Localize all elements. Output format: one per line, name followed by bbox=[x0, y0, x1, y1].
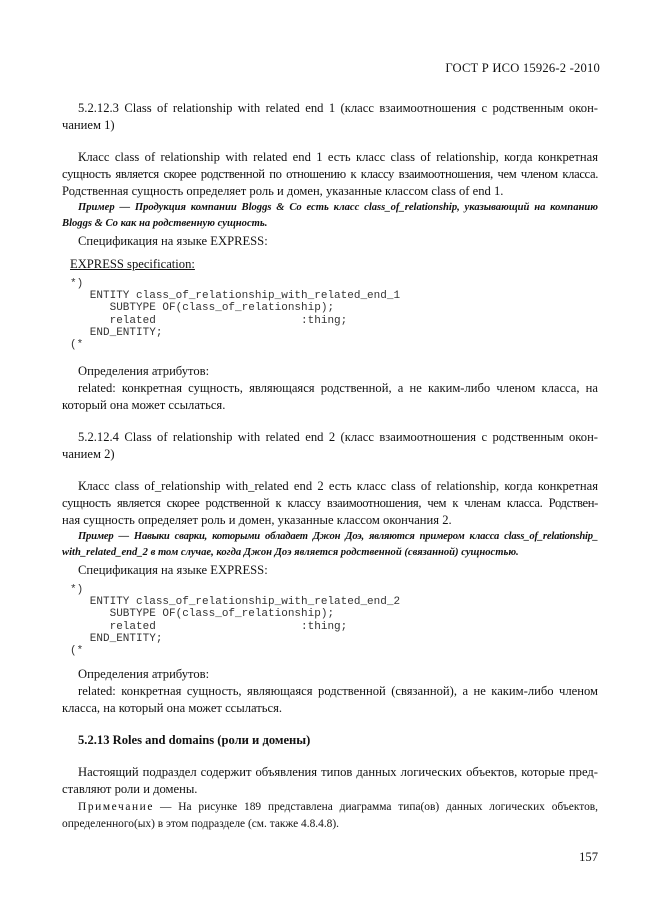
note-line bbox=[78, 799, 598, 816]
attributes-title: Определения атрибутов: bbox=[78, 667, 210, 681]
paragraph-line: Класс class of relationship with related end 1 есть класс class of relationship, когда конкретная bbox=[78, 150, 598, 164]
example-line: Bloggs & Co как на родственную сущность. bbox=[62, 218, 268, 229]
paragraph-line: сущность является скорее родственной по отношению к классу взаимоотношения, чем членом класса. bbox=[62, 167, 598, 181]
paragraph-line: сущность является скорее родственной к классу взаимоотношения, чем к членам класса. Родствен- bbox=[62, 496, 598, 510]
spec-caption: Спецификация на языке EXPRESS: bbox=[78, 563, 268, 577]
attribute-line: класса, на который она может ссылаться. bbox=[62, 701, 283, 715]
paragraph-line: ставляют роли и домены. bbox=[62, 782, 198, 796]
paragraph-line: Настоящий подраздел содержит объявления типов данных логических объектов, которые пред- bbox=[78, 765, 598, 779]
page-number: 157 bbox=[579, 850, 598, 864]
paragraph-line: ная сущность определяет роль и домен, указанные классом окончания 2. bbox=[62, 513, 452, 527]
note-text: — На рисунке 189 представлена диаграмма типа(ов) данных логических объектов, bbox=[160, 801, 598, 813]
express-code-block: *) ENTITY class_of_relationship_with_related_end_2 SUBTYPE OF(class_of_relationship); related :thing; END_ENTITY; (* bbox=[70, 584, 401, 658]
section-heading-5-2-12-4: 5.2.12.4 Class of relationship with related end 2 (класс взаимоотношения с родственным окон- bbox=[78, 430, 598, 444]
express-code-block: *) ENTITY class_of_relationship_with_related_end_1 SUBTYPE OF(class_of_relationship); related :thing; END_ENTITY; (* bbox=[70, 278, 401, 352]
standard-header: ГОСТ Р ИСО 15926-2 -2010 bbox=[445, 61, 600, 75]
section-heading-5-2-12-4-cont: чанием 2) bbox=[62, 447, 115, 461]
section-heading-5-2-12-3: 5.2.12.3 Class of relationship with related end 1 (класс взаимоотношения с родственным окон- bbox=[78, 101, 598, 115]
section-heading-5-2-12-3-cont: чанием 1) bbox=[62, 118, 115, 132]
spec-caption: Спецификация на языке EXPRESS: bbox=[78, 234, 268, 248]
paragraph-line: Класс class of_relationship with_related end 2 есть класс class of relationship, когда конкретная bbox=[78, 479, 598, 493]
example-line: Пример — Навыки сварки, которыми обладает Джон Доэ, являются примером класса class_of_relationship_ bbox=[78, 531, 598, 542]
express-spec-label: EXPRESS specification: bbox=[70, 257, 195, 271]
attributes-title: Определения атрибутов: bbox=[78, 364, 210, 378]
attribute-line: который она может ссылаться. bbox=[62, 398, 226, 412]
attribute-line: related: конкретная сущность, являющаяся родственной, а не каким-либо членом класса, на bbox=[78, 381, 598, 395]
attribute-line: related: конкретная сущность, являющаяся родственной (связанной), а не каким-либо членом bbox=[78, 684, 598, 698]
example-line: with_related_end_2 в том случае, когда Джон Доэ является родственной (связанной) сущностью. bbox=[62, 547, 519, 558]
example-line: Пример — Продукция компании Bloggs & Co есть класс class_of_relationship, указывающий на компанию bbox=[78, 202, 598, 213]
section-heading-5-2-13: 5.2.13 Roles and domains (роли и домены) bbox=[78, 733, 311, 747]
note-line: определенного(ых) в этом подразделе (см. также 4.8.4.8). bbox=[62, 818, 340, 830]
paragraph-line: Родственная сущность определяет роль и домен, указанные классом class of end 1. bbox=[62, 184, 504, 198]
note-label: Примечание bbox=[78, 801, 155, 813]
